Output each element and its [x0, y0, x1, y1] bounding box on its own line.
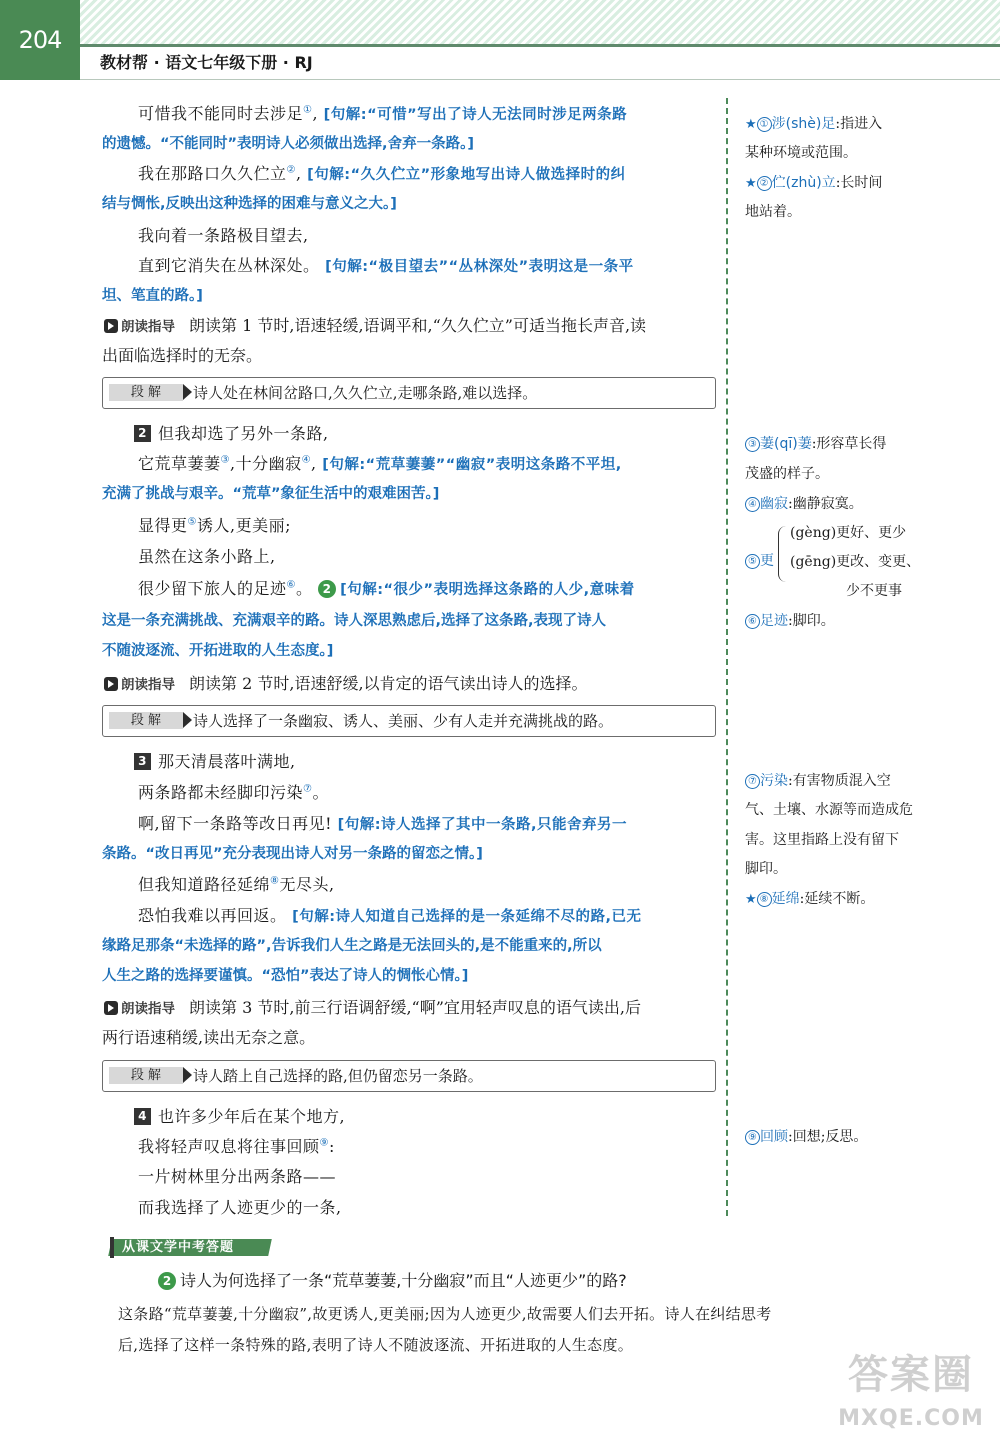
- paragraph-summary-tag: 段 解: [109, 712, 183, 729]
- page-number: 204: [0, 0, 80, 80]
- annotation-3: ③ 萋(qī)萋:形容草长得: [745, 430, 935, 459]
- poem-line: 2 但我却选了另外一条路,: [134, 420, 749, 448]
- reading-guide: 朗读指导 朗读第 2 节时,语速舒缓,以肯定的语气读出诗人的选择。: [102, 670, 717, 698]
- reading-guide-cont: 出面临选择时的无奈。: [102, 346, 263, 365]
- watermark-logo: 答案圈 MXQE.COM: [838, 1352, 984, 1431]
- header-pattern: [0, 0, 1000, 44]
- reading-guide-label: 朗读指导: [102, 1001, 179, 1017]
- annotation-8: ★ ⑧ 延绵:延续不断。: [745, 891, 875, 907]
- annotation-2: ★ ② 伫(zhù)立:长时间: [745, 175, 883, 191]
- sentence-analysis-cont: 缘路足那条“未选择的路”,告诉我们人生之路是无法回头的,是不能重来的,所以: [102, 938, 602, 954]
- reading-guide-label: 朗读指导: [102, 319, 179, 335]
- paragraph-summary: [102, 377, 716, 409]
- poem-line: 我在那路口久久伫立②, [句解:“久久伫立”形象地写出诗人做选择时的纠: [138, 164, 626, 183]
- exam-question: 2 诗人为何选择了一条“荒草萋萋,十分幽寂”而且“人迹更少”的路?: [158, 1267, 627, 1295]
- star-icon: ★: [745, 117, 757, 132]
- paragraph-summary: [102, 1060, 716, 1092]
- poem-line: 而我选择了人迹更少的一条,: [138, 1198, 342, 1217]
- poem-line: 直到它消失在丛林深处。 [句解:“极目望去”“丛林深处”表明这是一条平: [138, 256, 634, 275]
- poem-line: 我将轻声叹息将往事回顾⑨:: [138, 1137, 335, 1156]
- annotation-5: ⑤ 更: [745, 547, 785, 576]
- sentence-analysis: [句解:诗人选择了其中一条路,只能舍弃另一: [337, 817, 628, 833]
- reading-guide-label: 朗读指导: [102, 677, 179, 693]
- annotation-9: ⑨ 回顾:回想;反思。: [745, 1123, 935, 1152]
- sentence-analysis-cont: 条路。“改日再见”充分表现出诗人对另一条路的留恋之情。]: [102, 846, 483, 862]
- poem-line: 3 那天清晨落叶满地,: [134, 748, 749, 776]
- sentence-analysis-cont: 结与惆怅,反映出这种选择的困难与意义之大。]: [102, 196, 397, 212]
- exam-section-banner: 从课文学中考答题: [110, 1236, 278, 1258]
- stanza-number-badge: 3: [134, 753, 151, 770]
- brace-icon: [778, 526, 790, 582]
- sentence-analysis-cont: 人生之路的选择要谨慎。“恐怕”表达了诗人的惆怅心情。]: [102, 968, 469, 984]
- exam-answer-cont: 后,选择了这样一条特殊的路,表明了诗人不随波逐流、开拓进取的人生态度。: [118, 1336, 634, 1354]
- annotation-1: ★ ① 涉(shè)足:指进入: [745, 116, 883, 132]
- annotation-7-cont: 害。这里指路上没有留下: [745, 832, 899, 848]
- sentence-analysis: [句解:“荒草萋萋”“幽寂”表明这条路不平坦,: [322, 457, 622, 473]
- speaker-icon: [104, 1001, 118, 1015]
- sentence-analysis: [句解:“极目望去”“丛林深处”表明这是一条平: [325, 259, 634, 275]
- sentence-analysis-cont: 充满了挑战与艰辛。“荒草”象征生活中的艰难困苦。]: [102, 486, 440, 502]
- annotation-5-reading-b: (gēng)更改、变更、: [790, 554, 921, 570]
- stanza-number-badge: 4: [134, 1108, 151, 1125]
- star-icon: ★: [745, 176, 757, 191]
- sentence-analysis-cont: 坦、笔直的路。]: [102, 288, 203, 304]
- sentence-analysis-cont: 不随波逐流、开拓进取的人生态度。]: [102, 643, 334, 659]
- poem-line: 但我知道路径延绵⑧无尽头,: [138, 875, 335, 894]
- annotation-6: ⑥ 足迹:脚印。: [745, 607, 935, 636]
- poem-line: 它荒草萋萋③,十分幽寂④, [句解:“荒草萋萋”“幽寂”表明这条路不平坦,: [138, 454, 622, 473]
- sentence-analysis: [句解:诗人知道自己选择的是一条延绵不尽的路,已无: [292, 909, 642, 925]
- header-rule: [80, 44, 1000, 47]
- poem-line: 两条路都未经脚印污染⑦。: [138, 783, 329, 802]
- sentence-analysis-cont: 这是一条充满挑战、充满艰辛的路。诗人深思熟虑后,选择了这条路,表现了诗人: [102, 613, 607, 629]
- annotation-7-cont: 脚印。: [745, 861, 787, 877]
- poem-line: 虽然在这条小路上,: [138, 547, 276, 566]
- annotation-7-cont: 气、土壤、水源等而造成危: [745, 802, 913, 818]
- paragraph-summary-text: 诗人处在林间岔路口,久久伫立,走哪条路,难以选择。: [193, 384, 538, 402]
- annotation-2-cont: 地站着。: [745, 204, 801, 220]
- sentence-analysis: [句解:“很少”表明选择这条路的人少,意味着: [340, 582, 635, 598]
- annotation-7: ⑦ 污染:有害物质混入空: [745, 767, 935, 796]
- annotation-5-reading-c: 少不更事: [846, 583, 902, 599]
- paragraph-summary-tag: 段 解: [109, 384, 183, 401]
- paragraph-summary-text: 诗人踏上自己选择的路,但仍留恋另一条路。: [193, 1067, 483, 1085]
- annotation-1-cont: 某种环境或范围。: [745, 145, 857, 161]
- column-divider: [726, 98, 728, 1216]
- star-icon: ★: [745, 892, 757, 907]
- poem-line: 可惜我不能同时去涉足①, [句解:“可惜”写出了诗人无法同时涉足两条路: [138, 104, 628, 123]
- sentence-analysis-cont: 的遗憾。“不能同时”表明诗人必须做出选择,舍弃一条路。]: [102, 136, 474, 152]
- poem-line: 恐怕我难以再回返。 [句解:诗人知道自己选择的是一条延绵不尽的路,已无: [138, 906, 642, 925]
- paragraph-summary-tag: 段 解: [109, 1067, 183, 1084]
- exam-answer: 这条路“荒草萋萋,十分幽寂”,故更诱人,更美丽;因为人迹更少,故需要人们去开拓。诗人在纠结思考: [118, 1305, 772, 1323]
- poem-line: 我向着一条路极目望去,: [138, 226, 309, 245]
- paragraph-summary: [102, 705, 716, 737]
- poem-line: 啊,留下一条路等改日再见! [句解:诗人选择了其中一条路,只能舍弃另一: [138, 814, 628, 833]
- reading-guide: 朗读指导 朗读第 1 节时,语速轻缓,语调平和,“久久伫立”可适当拖长声音,读: [102, 312, 717, 340]
- sentence-analysis: [句解:“可惜”写出了诗人无法同时涉足两条路: [323, 107, 628, 123]
- poem-line: 显得更⑤诱人,更美丽;: [138, 516, 291, 535]
- paragraph-summary-text: 诗人选择了一条幽寂、诱人、美丽、少有人走并充满挑战的路。: [193, 712, 614, 730]
- reading-guide-cont: 两行语速稍缓,读出无奈之意。: [102, 1028, 316, 1047]
- speaker-icon: [104, 677, 118, 691]
- poem-line: 4 也许多少年后在某个地方,: [134, 1103, 749, 1131]
- annotation-5-reading-a: (gèng)更好、更少: [790, 525, 907, 541]
- poem-line: 一片树林里分出两条路——: [138, 1167, 337, 1186]
- speaker-icon: [104, 319, 118, 333]
- stanza-number-badge: 2: [134, 425, 151, 442]
- sentence-analysis: [句解:“久久伫立”形象地写出诗人做选择时的纠: [307, 167, 626, 183]
- poem-line: 很少留下旅人的足迹⑥。 2 [句解:“很少”表明选择这条路的人少,意味着: [138, 579, 635, 598]
- annotation-3-cont: 茂盛的样子。: [745, 466, 829, 482]
- exam-link-badge: 2: [318, 580, 336, 598]
- book-title: 教材帮 · 语文七年级下册 · RJ: [100, 53, 313, 72]
- reading-guide: 朗读指导 朗读第 3 节时,前三行语调舒缓,“啊”宜用轻声叹息的语气读出,后: [102, 994, 717, 1022]
- exam-question-badge: 2: [158, 1272, 176, 1290]
- annotation-4: ④ 幽寂:幽静寂寞。: [745, 490, 935, 519]
- header-divider: [80, 79, 1000, 80]
